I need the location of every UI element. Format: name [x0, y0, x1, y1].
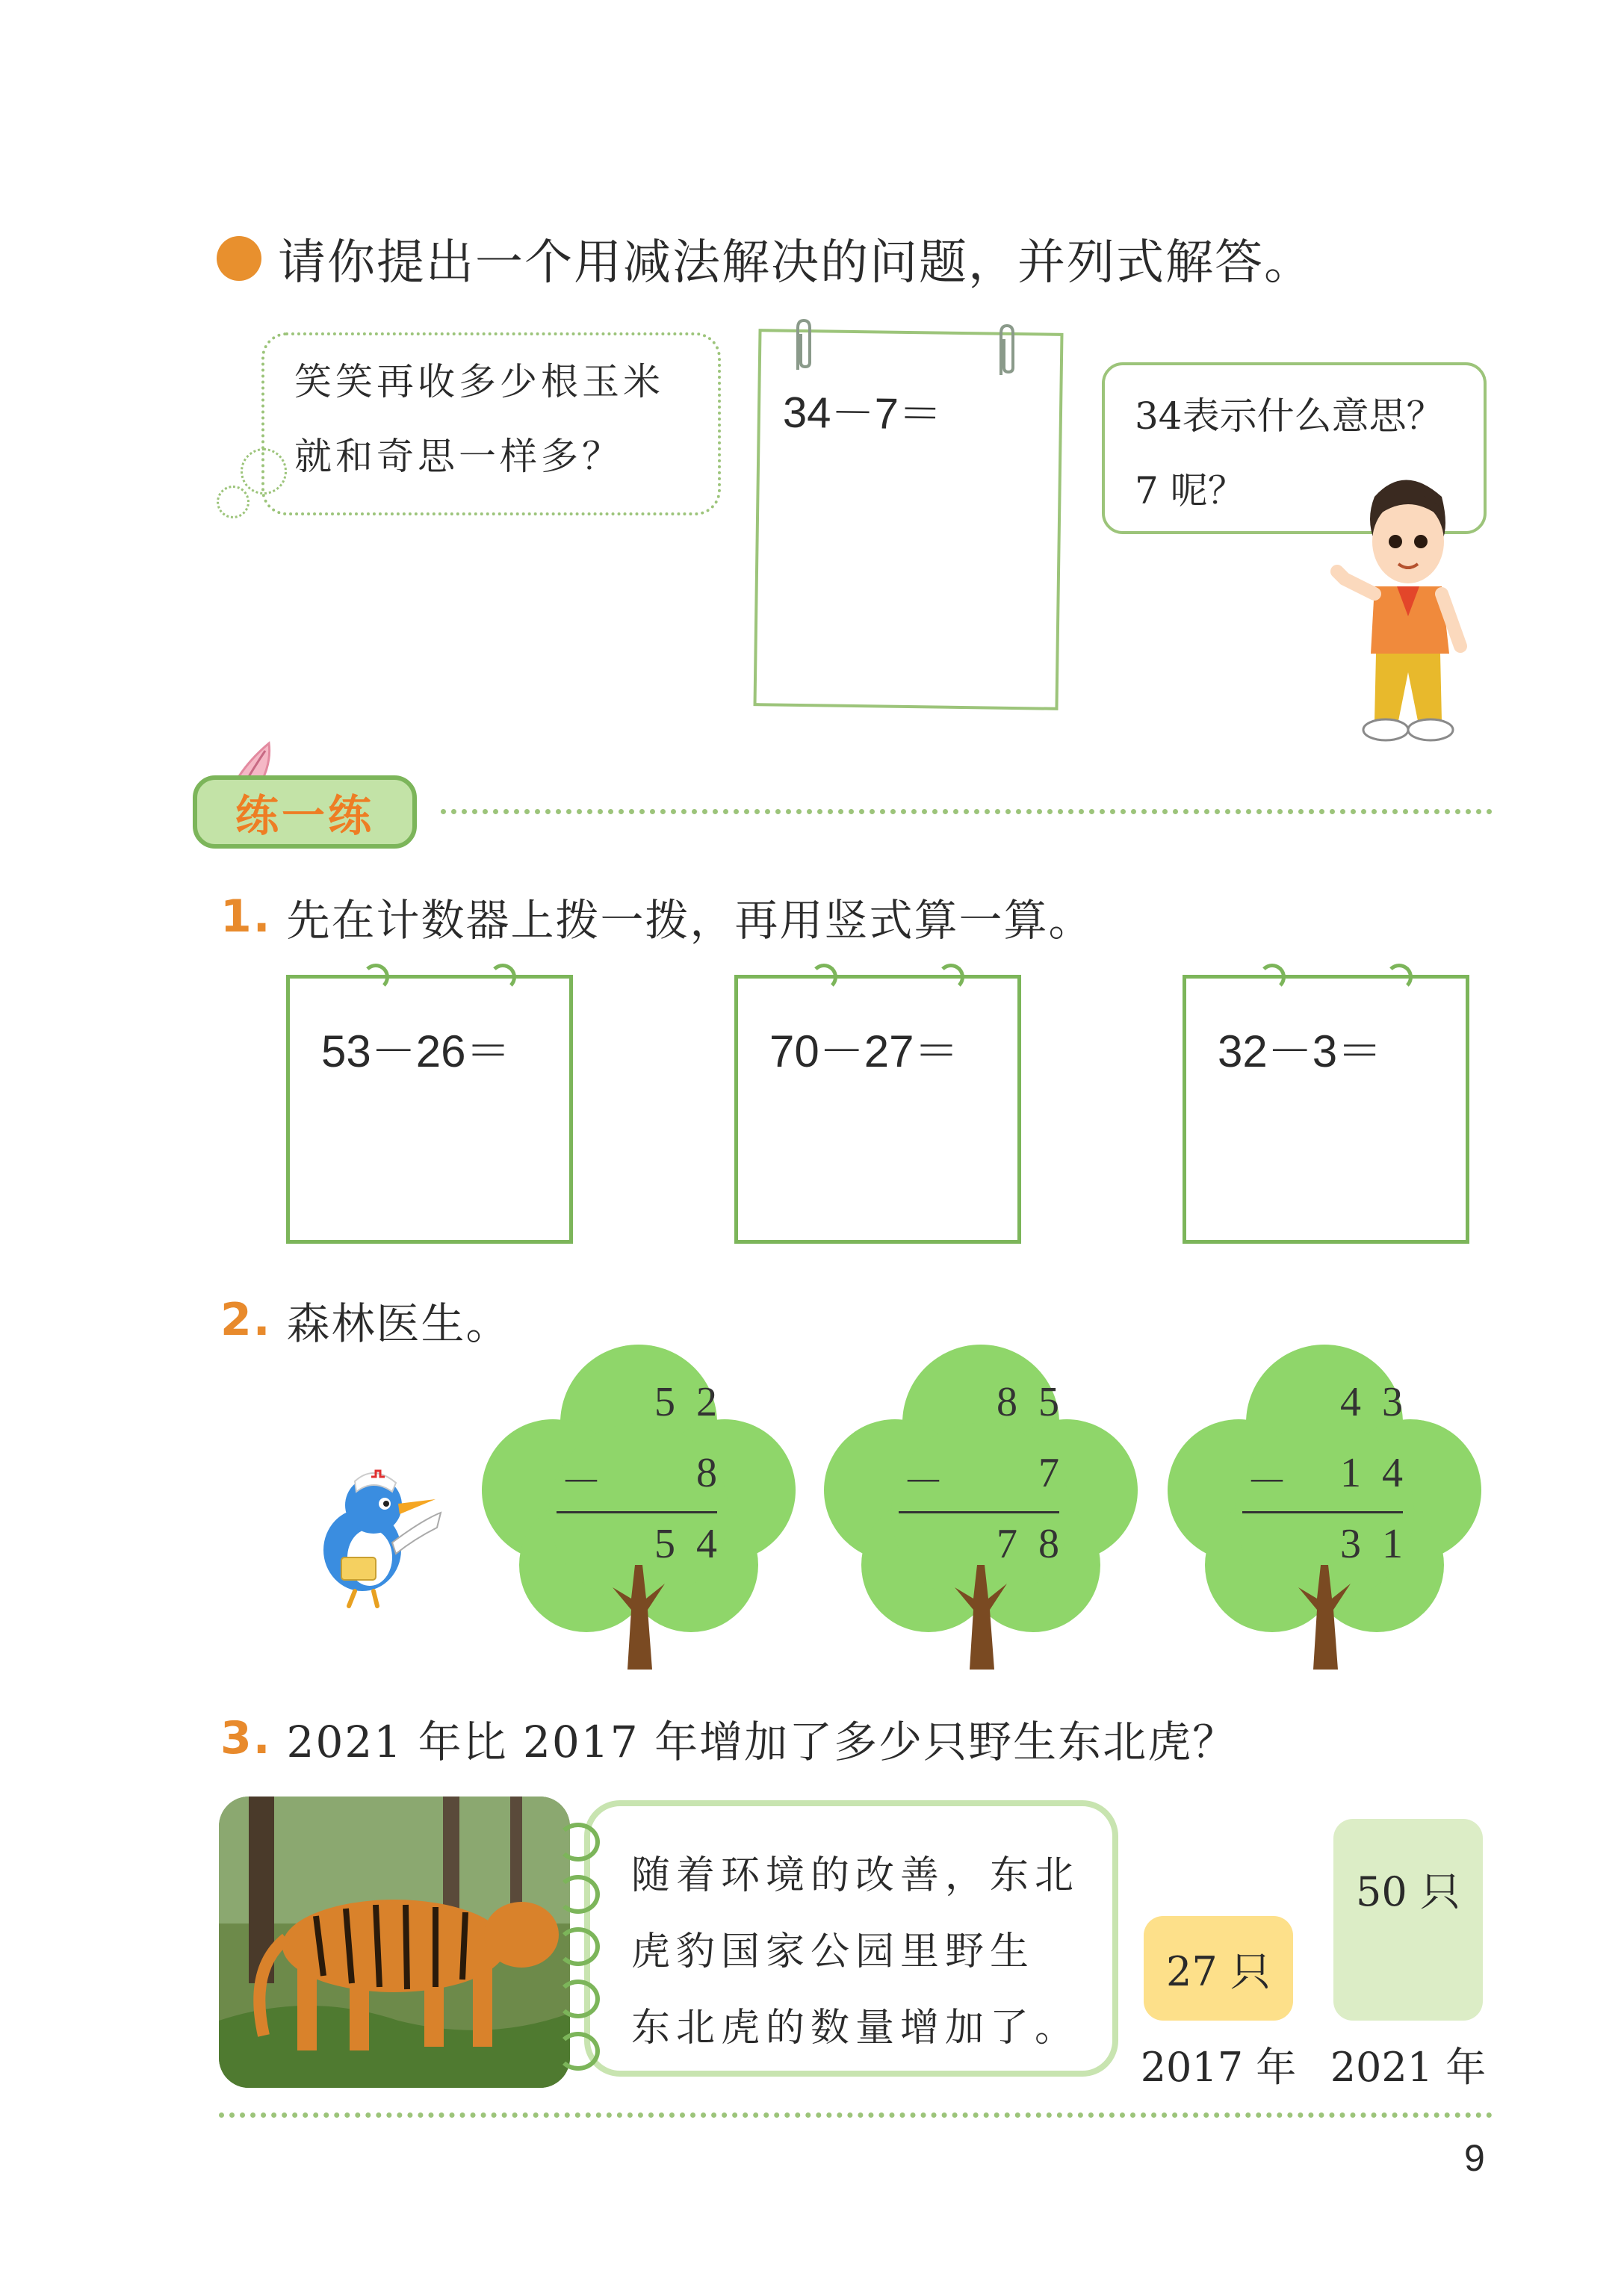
tree-operator: －: [560, 1460, 602, 1506]
tree-subtrahend: 8: [696, 1450, 717, 1496]
binder-ring-icon: [557, 1927, 600, 1966]
tree-operator: －: [902, 1460, 944, 1506]
binder-ring-icon: [557, 1875, 600, 1914]
ring-binder-icon: [1259, 964, 1286, 991]
page-number: 9: [1464, 2137, 1485, 2179]
info-line: 随着环境的改善，东北: [631, 1853, 1080, 1898]
boy-character-icon: [1330, 467, 1479, 751]
tree-answer-line: [557, 1511, 717, 1513]
question-3: [220, 1707, 1237, 1770]
thought-line-1: 笑笑再收多少根玉米: [294, 360, 664, 403]
question-number: 3.: [220, 1712, 272, 1764]
question-text: 森林医生。: [286, 1298, 511, 1349]
card-equation: 70－27＝: [769, 1026, 959, 1076]
tree-result: 5 4: [654, 1521, 717, 1567]
ring-binder-icon: [1386, 964, 1413, 991]
equation-card: [286, 975, 573, 1244]
question-text: 先在计数器上拨一拨，再用竖式算一算。: [286, 895, 1094, 946]
tree-top-number: 8 5: [997, 1379, 1059, 1425]
question-number: 1.: [220, 890, 272, 943]
intro-text: 请你提出一个用减法解决的问题，并列式解答。: [278, 235, 1313, 291]
tree-subtrahend: 7: [1038, 1450, 1059, 1496]
bar-label: 27 只: [1166, 1947, 1271, 1995]
tree-answer-line: [899, 1511, 1059, 1513]
thought-line-2: 就和奇思一样多？: [294, 435, 623, 478]
bar-2021: [1333, 1819, 1483, 2021]
tree-result: 3 1: [1340, 1521, 1403, 1567]
note-paper: [753, 329, 1063, 710]
woodpecker-doctor-icon: [303, 1460, 452, 1610]
binder-ring-icon: [557, 1980, 600, 2018]
thought-bubble: [261, 332, 721, 515]
note-equation: 34－7＝: [782, 388, 943, 439]
question-2: [220, 1289, 511, 1351]
tree-top-number: 4 3: [1340, 1379, 1403, 1425]
equation-card: [1183, 975, 1469, 1244]
card-equation: 53－26＝: [321, 1026, 511, 1076]
practice-section-title: 练一练: [235, 790, 374, 841]
ring-binder-icon: [362, 964, 389, 991]
binder-ring-icon: [557, 1823, 600, 1861]
intro-prompt: [217, 224, 1313, 293]
orange-dot-icon: [217, 236, 261, 281]
paper-clip-icon: [790, 317, 817, 377]
equation-card: [734, 975, 1021, 1244]
speech-line-2: 7 呢？: [1135, 469, 1245, 512]
binder-ring-icon: [557, 2032, 600, 2071]
tree-problem: [482, 1341, 796, 1670]
info-box: [584, 1800, 1118, 2077]
bar-year: 2021 年: [1330, 2044, 1487, 2091]
ring-binder-icon: [489, 964, 516, 991]
info-line: 虎豹国家公园里野生: [631, 1929, 1035, 1974]
practice-section-badge: [193, 775, 417, 849]
speech-line-1: 34表示什么意思？: [1135, 394, 1444, 438]
bar-label: 50 只: [1356, 1868, 1460, 1915]
tree-problem: [1168, 1341, 1481, 1670]
ring-binder-icon: [811, 964, 837, 991]
question-1: [220, 885, 1094, 948]
tree-operator: －: [1246, 1460, 1288, 1506]
tree-top-number: 5 2: [654, 1379, 717, 1425]
question-number: 2.: [220, 1294, 272, 1346]
tree-answer-line: [1242, 1511, 1403, 1513]
tree-problem: [824, 1341, 1138, 1670]
bar-year: 2017 年: [1140, 2044, 1297, 2091]
bottom-divider: [219, 2112, 1493, 2118]
info-line: 东北虎的数量增加了。: [631, 2006, 1080, 2050]
ring-binder-icon: [937, 964, 964, 991]
question-text: 2021 年比 2017 年增加了多少只野生东北虎？: [286, 1717, 1238, 1767]
tree-result: 7 8: [997, 1521, 1059, 1567]
bar-2017: [1144, 1916, 1293, 2021]
tiger-photo: [219, 1797, 570, 2088]
thought-bubble-small: [217, 486, 250, 518]
paper-clip-icon: [994, 323, 1020, 382]
section-divider: [441, 809, 1493, 814]
tree-subtrahend: 1 4: [1340, 1450, 1403, 1496]
card-equation: 32－3＝: [1218, 1026, 1383, 1076]
